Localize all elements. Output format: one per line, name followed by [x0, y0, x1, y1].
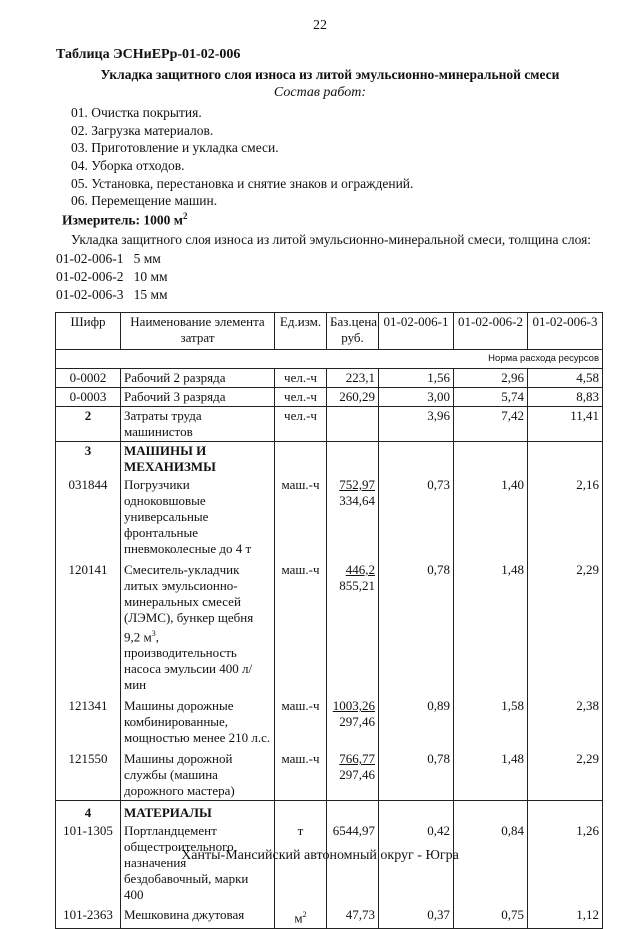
row-name: Смеситель-укладчик литых эмульсионно-минеральных смесей (ЛЭМС), бункер щебня 9,2 $м^3$, производительность насоса эмульсии 400 л/мин — [121, 561, 275, 697]
row-unit: маш.-ч — [275, 750, 327, 801]
row-price: 260,29 — [327, 388, 379, 407]
row-price: 47,73 — [327, 906, 379, 928]
table-row — [56, 697, 603, 750]
row-name: Мешковина джутовая — [121, 906, 275, 928]
norm-row — [56, 350, 603, 369]
row-unit: маш.-ч — [275, 476, 327, 561]
section-code: 3 — [56, 442, 121, 477]
header-name: Наименование элемента затрат — [121, 313, 275, 350]
row-name: Портландцемент общестроительного назначения бездобавочный, марки 400 — [121, 822, 275, 906]
row-value: 1,48 — [454, 750, 528, 801]
row-value: 0,89 — [379, 697, 454, 750]
row-value: 2,38 — [528, 697, 603, 750]
work-item: 03. Приготовление и укладка смеси. — [71, 140, 279, 155]
row-name: Машины дорожные комбинированные, мощностью менее 210 л.с. — [121, 697, 275, 750]
table-row — [56, 476, 603, 561]
row-value: 2,29 — [528, 750, 603, 801]
row-name: Рабочий 2 разряда — [121, 369, 275, 388]
row-unit: маш.-ч — [275, 697, 327, 750]
table-row — [56, 369, 603, 388]
row-name: Рабочий 3 разряда — [121, 388, 275, 407]
row-value: 0,84 — [454, 822, 528, 906]
thickness-item: 01-02-006-3 15 мм — [56, 287, 168, 302]
thickness-item: 01-02-006-2 10 мм — [56, 269, 168, 284]
row-value: 11,41 — [528, 407, 603, 442]
table-row — [56, 407, 603, 442]
work-item: 04. Уборка отходов. — [71, 158, 185, 173]
header-col2: 01-02-006-2 — [454, 313, 528, 350]
row-unit: т — [275, 822, 327, 906]
row-code: 101-2363 — [56, 906, 121, 928]
page-footer: Ханты-Мансийский автономный округ - Югра — [181, 848, 459, 863]
row-unit: чел.-ч — [275, 369, 327, 388]
row-value: 1,40 — [454, 476, 528, 561]
resource-table — [55, 312, 603, 929]
table-row — [56, 750, 603, 801]
row-price: 752,97 334,64 — [327, 476, 379, 561]
work-item: 02. Загрузка материалов. — [71, 123, 214, 138]
row-value: 1,56 — [379, 369, 454, 388]
row-value: 2,29 — [528, 561, 603, 697]
row-value: 0,78 — [379, 561, 454, 697]
table-subtitle: Укладка защитного слоя износа из литой эмульсионно-минеральной смеси — [100, 67, 560, 82]
row-unit: маш.-ч — [275, 561, 327, 697]
row-price: 446,2 855,21 — [327, 561, 379, 697]
row-unit: $м^2$ — [275, 906, 327, 928]
header-code: Шифр — [56, 313, 121, 350]
work-item: 06. Перемещение машин. — [71, 193, 218, 208]
section-row — [56, 801, 603, 823]
row-code: 101-1305 — [56, 822, 121, 906]
row-name: Затраты труда машинистов — [121, 407, 275, 442]
row-value: 0,42 — [379, 822, 454, 906]
thickness-item: 01-02-006-1 5 мм — [56, 251, 161, 266]
row-code: 121550 — [56, 750, 121, 801]
page-number: 22 — [313, 18, 327, 33]
work-item: 05. Установка, перестановка и снятие знаков и ограждений. — [71, 176, 414, 191]
table-row — [56, 822, 603, 906]
row-value: 8,83 — [528, 388, 603, 407]
row-price: 223,1 — [327, 369, 379, 388]
table-row — [56, 906, 603, 928]
section-title: МАШИНЫ И МЕХАНИЗМЫ — [121, 442, 275, 477]
row-code: 0-0002 — [56, 369, 121, 388]
row-name: Погрузчики одноковшовые универсальные фронтальные пневмоколесные до 4 т — [121, 476, 275, 561]
row-value: 1,48 — [454, 561, 528, 697]
row-price: 1003,26 297,46 — [327, 697, 379, 750]
row-code: 031844 — [56, 476, 121, 561]
row-unit: чел.-ч — [275, 388, 327, 407]
header-col1: 01-02-006-1 — [379, 313, 454, 350]
work-item: 01. Очистка покрытия. — [71, 105, 202, 120]
row-code: 2 — [56, 407, 121, 442]
row-code: 120141 — [56, 561, 121, 697]
row-value: 4,58 — [528, 369, 603, 388]
row-name: Машины дорожной службы (машина дорожного мастера) — [121, 750, 275, 801]
row-value: 0,37 — [379, 906, 454, 928]
row-price: 766,77 297,46 — [327, 750, 379, 801]
norm-label: Норма расхода ресурсов — [56, 350, 603, 369]
measure-unit: Измеритель: 1000 $м^2$ — [62, 211, 188, 228]
section-title: МАТЕРИАЛЫ — [121, 801, 275, 823]
row-value: 2,16 — [528, 476, 603, 561]
row-code: 0-0003 — [56, 388, 121, 407]
table-title: Таблица ЭСНиЕРр-01-02-006 — [56, 47, 241, 62]
row-price — [327, 407, 379, 442]
row-value: 3,96 — [379, 407, 454, 442]
row-value: 1,58 — [454, 697, 528, 750]
row-value: 0,78 — [379, 750, 454, 801]
section-code: 4 — [56, 801, 121, 823]
section-row — [56, 442, 603, 477]
table-row — [56, 388, 603, 407]
row-value: 0,73 — [379, 476, 454, 561]
row-value: 1,26 — [528, 822, 603, 906]
composition-label: Состав работ: — [273, 85, 367, 100]
row-unit: чел.-ч — [275, 407, 327, 442]
row-value: 3,00 — [379, 388, 454, 407]
header-col3: 01-02-006-3 — [528, 313, 603, 350]
row-price: 6544,97 — [327, 822, 379, 906]
header-price: Баз.цена руб. — [327, 313, 379, 350]
row-value: 0,75 — [454, 906, 528, 928]
intro-text: Укладка защитного слоя износа из литой эмульсионно-минеральной смеси, толщина слоя: — [71, 232, 592, 247]
header-unit: Ед.изм. — [275, 313, 327, 350]
row-value: 1,12 — [528, 906, 603, 928]
row-value: 7,42 — [454, 407, 528, 442]
row-code: 121341 — [56, 697, 121, 750]
row-value: 5,74 — [454, 388, 528, 407]
header-row — [56, 313, 603, 350]
table-row — [56, 561, 603, 697]
row-value: 2,96 — [454, 369, 528, 388]
